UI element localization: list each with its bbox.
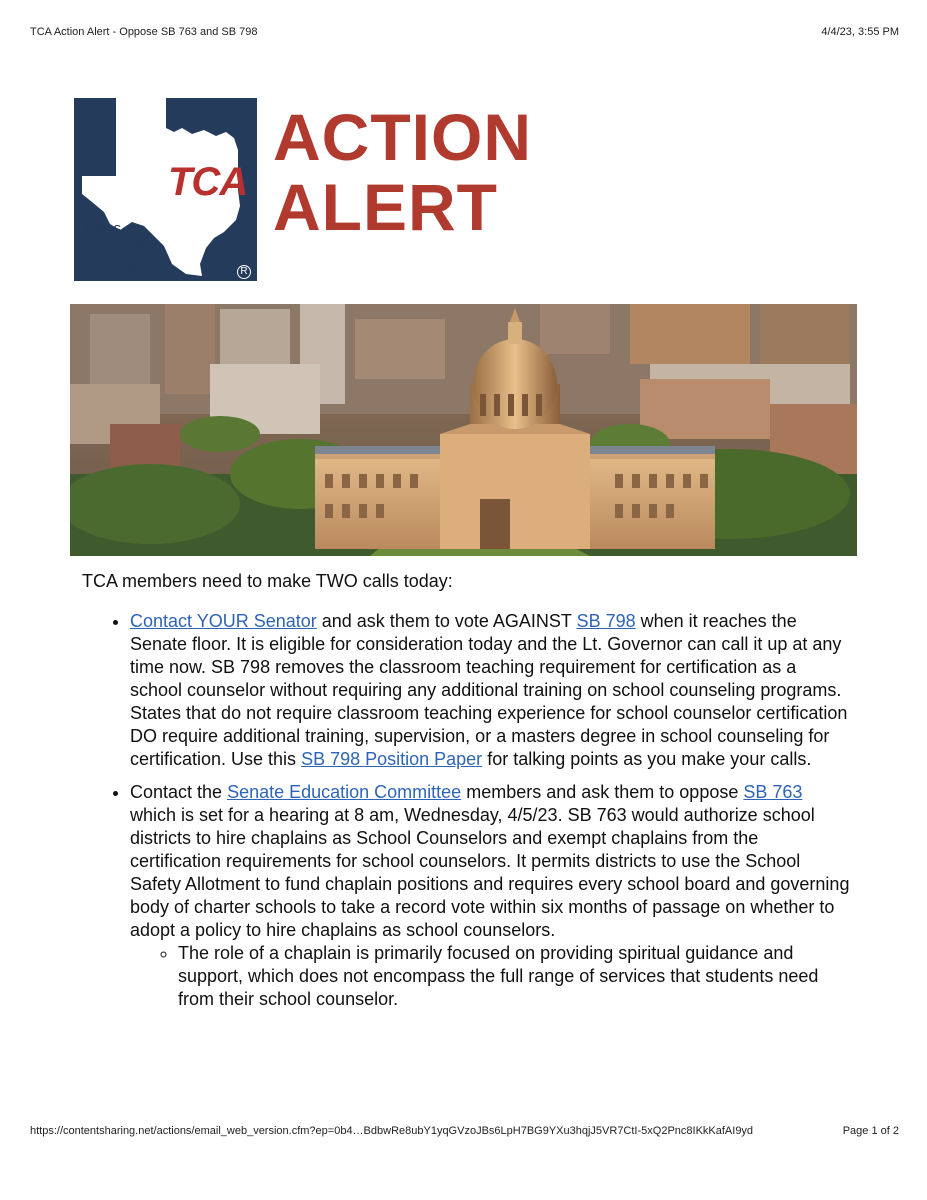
senate-education-committee-link[interactable]: Senate Education Committee <box>227 782 462 802</box>
logo-abbreviation: TCA <box>168 160 248 204</box>
call-list <box>82 610 852 1021</box>
action-alert-heading: ACTION ALERT <box>273 100 532 244</box>
registered-mark-icon: R <box>237 265 251 279</box>
list-item: • Contact the Senate Education Committee members and ask them to oppose SB 763 which is set for a hearing at 8 am, Wednesday, 4/5/23. SB 763 would authorize school districts to hire chaplains as School Counselors and exempt chaplains from the certification requirements for school counselors. It permits districts to use the School Safety Allotment to fund chaplain positions and requires every school board and governing body of charter schools to take a record vote within six months of passage on whether to adopt a policy to hire chaplains as school counselors. ◦ The role of a chaplain is primarily focused on providing spiritual guidance and support, which does not encompass the full range of services that students need from their school counselor. <box>130 781 852 1011</box>
print-footer-url: https://contentsharing.net/actions/email_web_version.cfm?ep=0b4…BdbwRe8ubY1yqGVzoJBs6LpH7BG9YXu3hqjJ5VR7CtI-5xQ2Pnc8IKkKafAI9yd <box>30 1125 754 1137</box>
logo-organization-name: Texas Counseling Association <box>82 220 159 273</box>
print-header-title: TCA Action Alert - Oppose SB 763 and SB 798 <box>30 26 258 38</box>
sb-798-link[interactable]: SB 798 <box>576 611 636 631</box>
capitol-hero-image <box>70 304 857 556</box>
list-item: • Contact YOUR Senator and ask them to vote AGAINST SB 798 when it reaches the Senate floor. It is eligible for consideration today and the Lt. Governor can call it up at any time now. SB 798 removes the classroom teaching requirement for certification as a school counselor without requiring any additional training on school counseling programs. States that do not require classroom teaching experience for school counselor certification DO require additional training, supervision, or a masters degree in school counseling for certification. Use this SB 798 Position Paper for talking points as you make your calls. <box>130 610 852 771</box>
list-item: ◦ The role of a chaplain is primarily focused on providing spiritual guidance and support, which does not encompass the full range of services that students need from their school counselor. <box>178 942 852 1011</box>
sub-list <box>130 942 852 1011</box>
intro-text: TCA members need to make TWO calls today: <box>82 571 453 591</box>
contact-senator-link[interactable]: Contact YOUR Senator <box>130 611 317 631</box>
print-header-datetime: 4/4/23, 3:55 PM <box>821 26 899 38</box>
print-footer-page: Page 1 of 2 <box>842 1125 899 1137</box>
sb-763-link[interactable]: SB 763 <box>743 782 803 802</box>
sb-798-position-paper-link[interactable]: SB 798 Position Paper <box>301 749 483 769</box>
tca-logo <box>74 98 257 281</box>
